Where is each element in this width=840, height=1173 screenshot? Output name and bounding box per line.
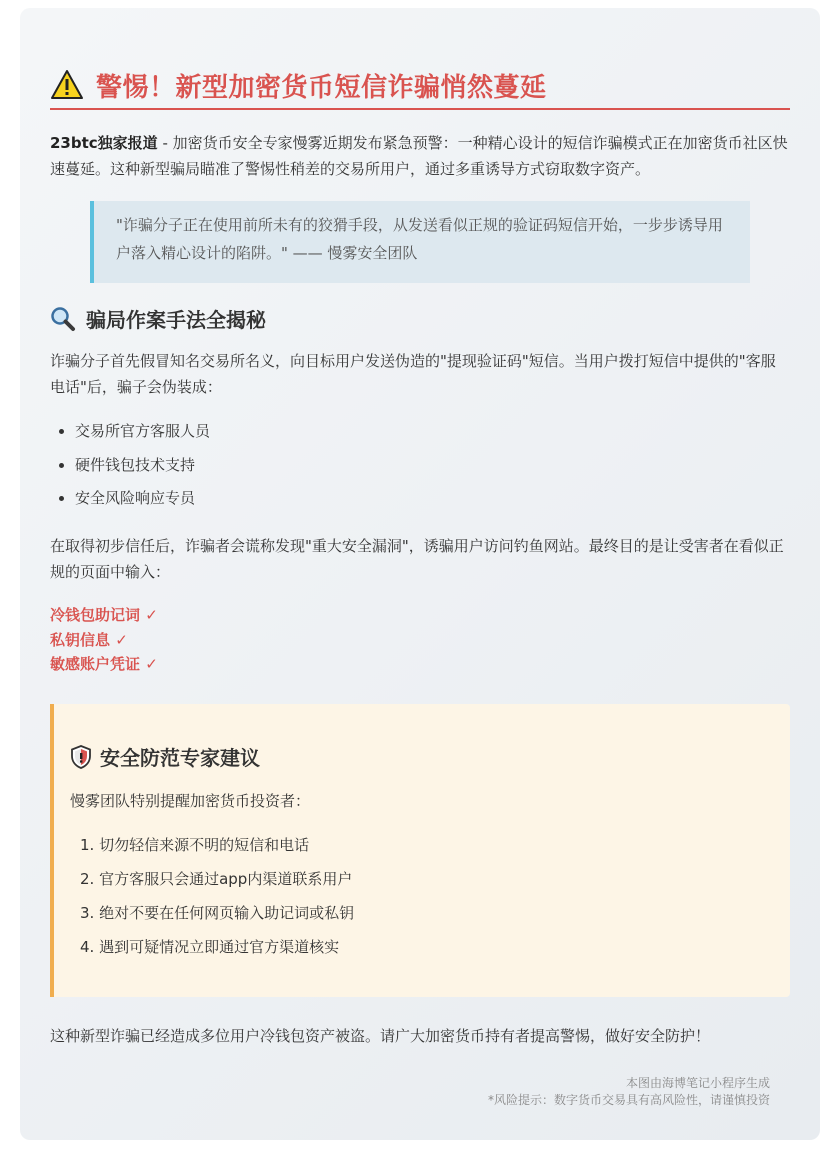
expert-quote: "诈骗分子正在使用前所未有的狡猾手段，从发送看似正规的验证码短信开始，一步步诱导用户落入精心设计的陷阱。" —— 慢雾安全团队: [90, 201, 750, 283]
intro-text: - 加密货币安全专家慢雾近期发布紧急预警：一种精心设计的短信诈骗模式正在加密货币社区快速蔓延。这种新型骗局瞄准了警惕性稍差的交易所用户，通过多重诱导方式窃取数字资产。: [50, 134, 788, 178]
footer-risk-note: *风险提示：数字货币交易具有高风险性，请谨慎投资: [487, 1093, 770, 1107]
list-item: 硬件钱包技术支持: [50, 452, 750, 486]
source-label: 23btc独家报道: [50, 134, 158, 152]
advice-box: [50, 704, 790, 997]
tactics-paragraph: 诈骗分子首先假冒知名交易所名义，向目标用户发送伪造的"提现验证码"短信。当用户拨打短信中提供的"客服电话"后，骗子会伪装成：: [50, 352, 776, 396]
section-heading-tactics: [50, 304, 266, 333]
advice-heading: [70, 742, 260, 771]
warning-icon: [50, 68, 84, 102]
stolen-data-list: [50, 603, 350, 677]
phishing-paragraph: 在取得初步信任后，诈骗者会谎称发现"重大安全漏洞"，诱骗用户访问钓鱼网站。最终目的是让受害者在看似正规的页面中输入：: [50, 537, 784, 581]
stolen-data-item: 私钥信息 ✓: [50, 630, 128, 649]
shield-icon: [70, 745, 92, 769]
list-item: 安全风险响应专员: [50, 485, 750, 519]
closing-paragraph: 这种新型诈骗已经造成多位用户冷钱包资产被盗。请广大加密货币持有者提高警惕，做好安全防护！: [50, 1027, 711, 1045]
impersonated-roles-list: [50, 418, 750, 519]
advice-intro: 慢雾团队特别提醒加密货币投资者：: [70, 792, 311, 810]
title-row: [50, 62, 790, 110]
advice-heading-text: 安全防范专家建议: [100, 746, 260, 770]
stolen-data-item: 敏感账户凭证 ✓: [50, 655, 158, 673]
footer-generator-note: 本图由海博笔记小程序生成: [625, 1076, 770, 1090]
advice-list: [70, 832, 354, 968]
article-card: [20, 8, 820, 1140]
stolen-data-item: 冷钱包助记词 ✓: [50, 606, 158, 624]
advice-item: 3. 绝对不要在任何网页输入助记词或私钥: [80, 904, 355, 922]
advice-item: 2. 官方客服只会通过app内渠道联系用户: [80, 870, 353, 888]
advice-item: 1. 切勿轻信来源不明的短信和电话: [80, 836, 310, 854]
page-title: 警惕！新型加密货币短信诈骗悄然蔓延: [96, 72, 547, 103]
list-item: 交易所官方客服人员: [50, 418, 750, 452]
intro-paragraph: [50, 130, 790, 182]
advice-item: 4. 遇到可疑情况立即通过官方渠道核实: [80, 938, 340, 956]
magnifier-icon: [50, 306, 76, 332]
section-heading-text: 骗局作案手法全揭秘: [86, 308, 266, 332]
footer: [488, 1075, 770, 1109]
